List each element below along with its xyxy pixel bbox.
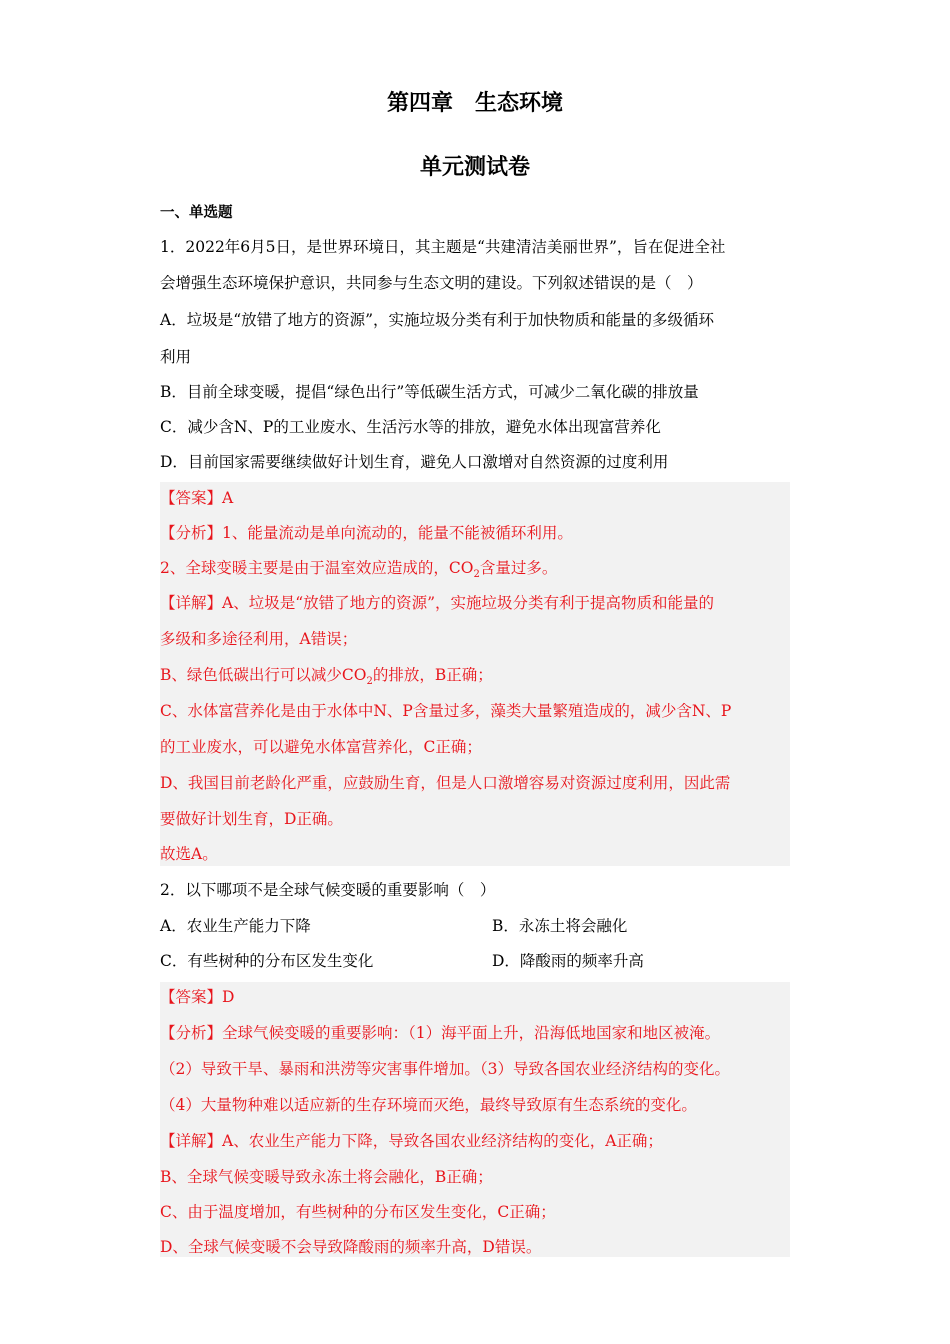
q2-analysis-line2: （2）导致干旱、暴雨和洪涝等灾害事件增加。（3）导致各国农业经济结构的变化。 bbox=[160, 1060, 730, 1078]
q1-detail-line7: 要做好计划生育，D正确。 bbox=[160, 810, 343, 828]
q1-detail-line4: C、水体富营养化是由于水体中N、P含量过多，藻类大量繁殖造成的，减少含N、P bbox=[160, 702, 732, 720]
q2-detail-line3: C、由于温度增加，有些树种的分布区发生变化，C正确； bbox=[160, 1203, 556, 1221]
q2-option-a: A．农业生产能力下降 bbox=[160, 917, 311, 935]
q1-option-b: B．目前全球变暖，提倡“绿色出行”等低碳生活方式，可减少二氧化碳的排放量 bbox=[160, 383, 699, 401]
q1-detail-line5: 的工业废水，可以避免水体富营养化，C正确； bbox=[160, 738, 482, 756]
q1-detail-line6: D、我国目前老龄化严重，应鼓励生育，但是人口激增容易对资源过度利用，因此需 bbox=[160, 774, 731, 792]
page-subtitle: 单元测试卷 bbox=[419, 155, 530, 180]
q2-detail-line1: 【详解】A、农业生产能力下降，导致各国农业经济结构的变化，A正确； bbox=[160, 1132, 663, 1150]
q2-stem: 2．以下哪项不是全球气候变暖的重要影响（ ） bbox=[160, 881, 496, 899]
q1-option-a-line1: A．垃圾是“放错了地方的资源”，实施垃圾分类有利于加快物质和能量的多级循环 bbox=[160, 311, 715, 329]
q1-conclusion: 故选A。 bbox=[160, 845, 218, 863]
section-heading: 一、单选题 bbox=[160, 205, 233, 221]
q1-answer: 【答案】A bbox=[160, 489, 234, 507]
q2-option-c: C．有些树种的分布区发生变化 bbox=[160, 952, 374, 970]
q1-analysis-line2: 2、全球变暖主要是由于温室效应造成的，$CO_2$含量过多。 bbox=[160, 559, 558, 581]
q1-detail-line3: B、绿色低碳出行可以减少$CO_2$的排放，B正确； bbox=[160, 666, 493, 688]
q1-detail-line1: 【详解】A、垃圾是“放错了地方的资源”，实施垃圾分类有利于提高物质和能量的 bbox=[160, 594, 715, 612]
q1-option-a-line2: 利用 bbox=[160, 348, 192, 366]
q1-analysis-line1: 【分析】1、能量流动是单向流动的，能量不能被循环利用。 bbox=[160, 524, 573, 542]
q1-stem-line2: 会增强生态环境保护意识，共同参与生态文明的建设。下列叙述错误的是（ ） bbox=[160, 274, 703, 292]
q2-analysis-line1: 【分析】全球气候变暖的重要影响：（1）海平面上升，沿海低地国家和地区被淹。 bbox=[160, 1024, 721, 1042]
q1-option-d: D．目前国家需要继续做好计划生育，避免人口激增对自然资源的过度利用 bbox=[160, 453, 669, 471]
q1-option-c: C．减少含N、P的工业废水、生活污水等的排放，避免水体出现富营养化 bbox=[160, 418, 661, 436]
q2-detail-line4: D、全球气候变暖不会导致降酸雨的频率升高，D错误。 bbox=[160, 1238, 542, 1256]
q2-option-d: D．降酸雨的频率升高 bbox=[492, 952, 644, 970]
q1-stem-line1: 1．2022年6月5日，是世界环境日，其主题是“共建清洁美丽世界”，旨在促进全社 bbox=[160, 238, 726, 256]
q1-detail-line2: 多级和多途径利用，A错误； bbox=[160, 630, 358, 648]
q2-answer: 【答案】D bbox=[160, 988, 235, 1006]
q2-analysis-line3: （4）大量物种难以适应新的生存环境而灭绝，最终导致原有生态系统的变化。 bbox=[160, 1096, 697, 1114]
q2-option-b: B．永冻土将会融化 bbox=[492, 917, 628, 935]
q2-detail-line2: B、全球气候变暖导致永冻土将会融化，B正确； bbox=[160, 1168, 493, 1186]
chapter-title: 第四章 生态环境 bbox=[386, 91, 563, 116]
